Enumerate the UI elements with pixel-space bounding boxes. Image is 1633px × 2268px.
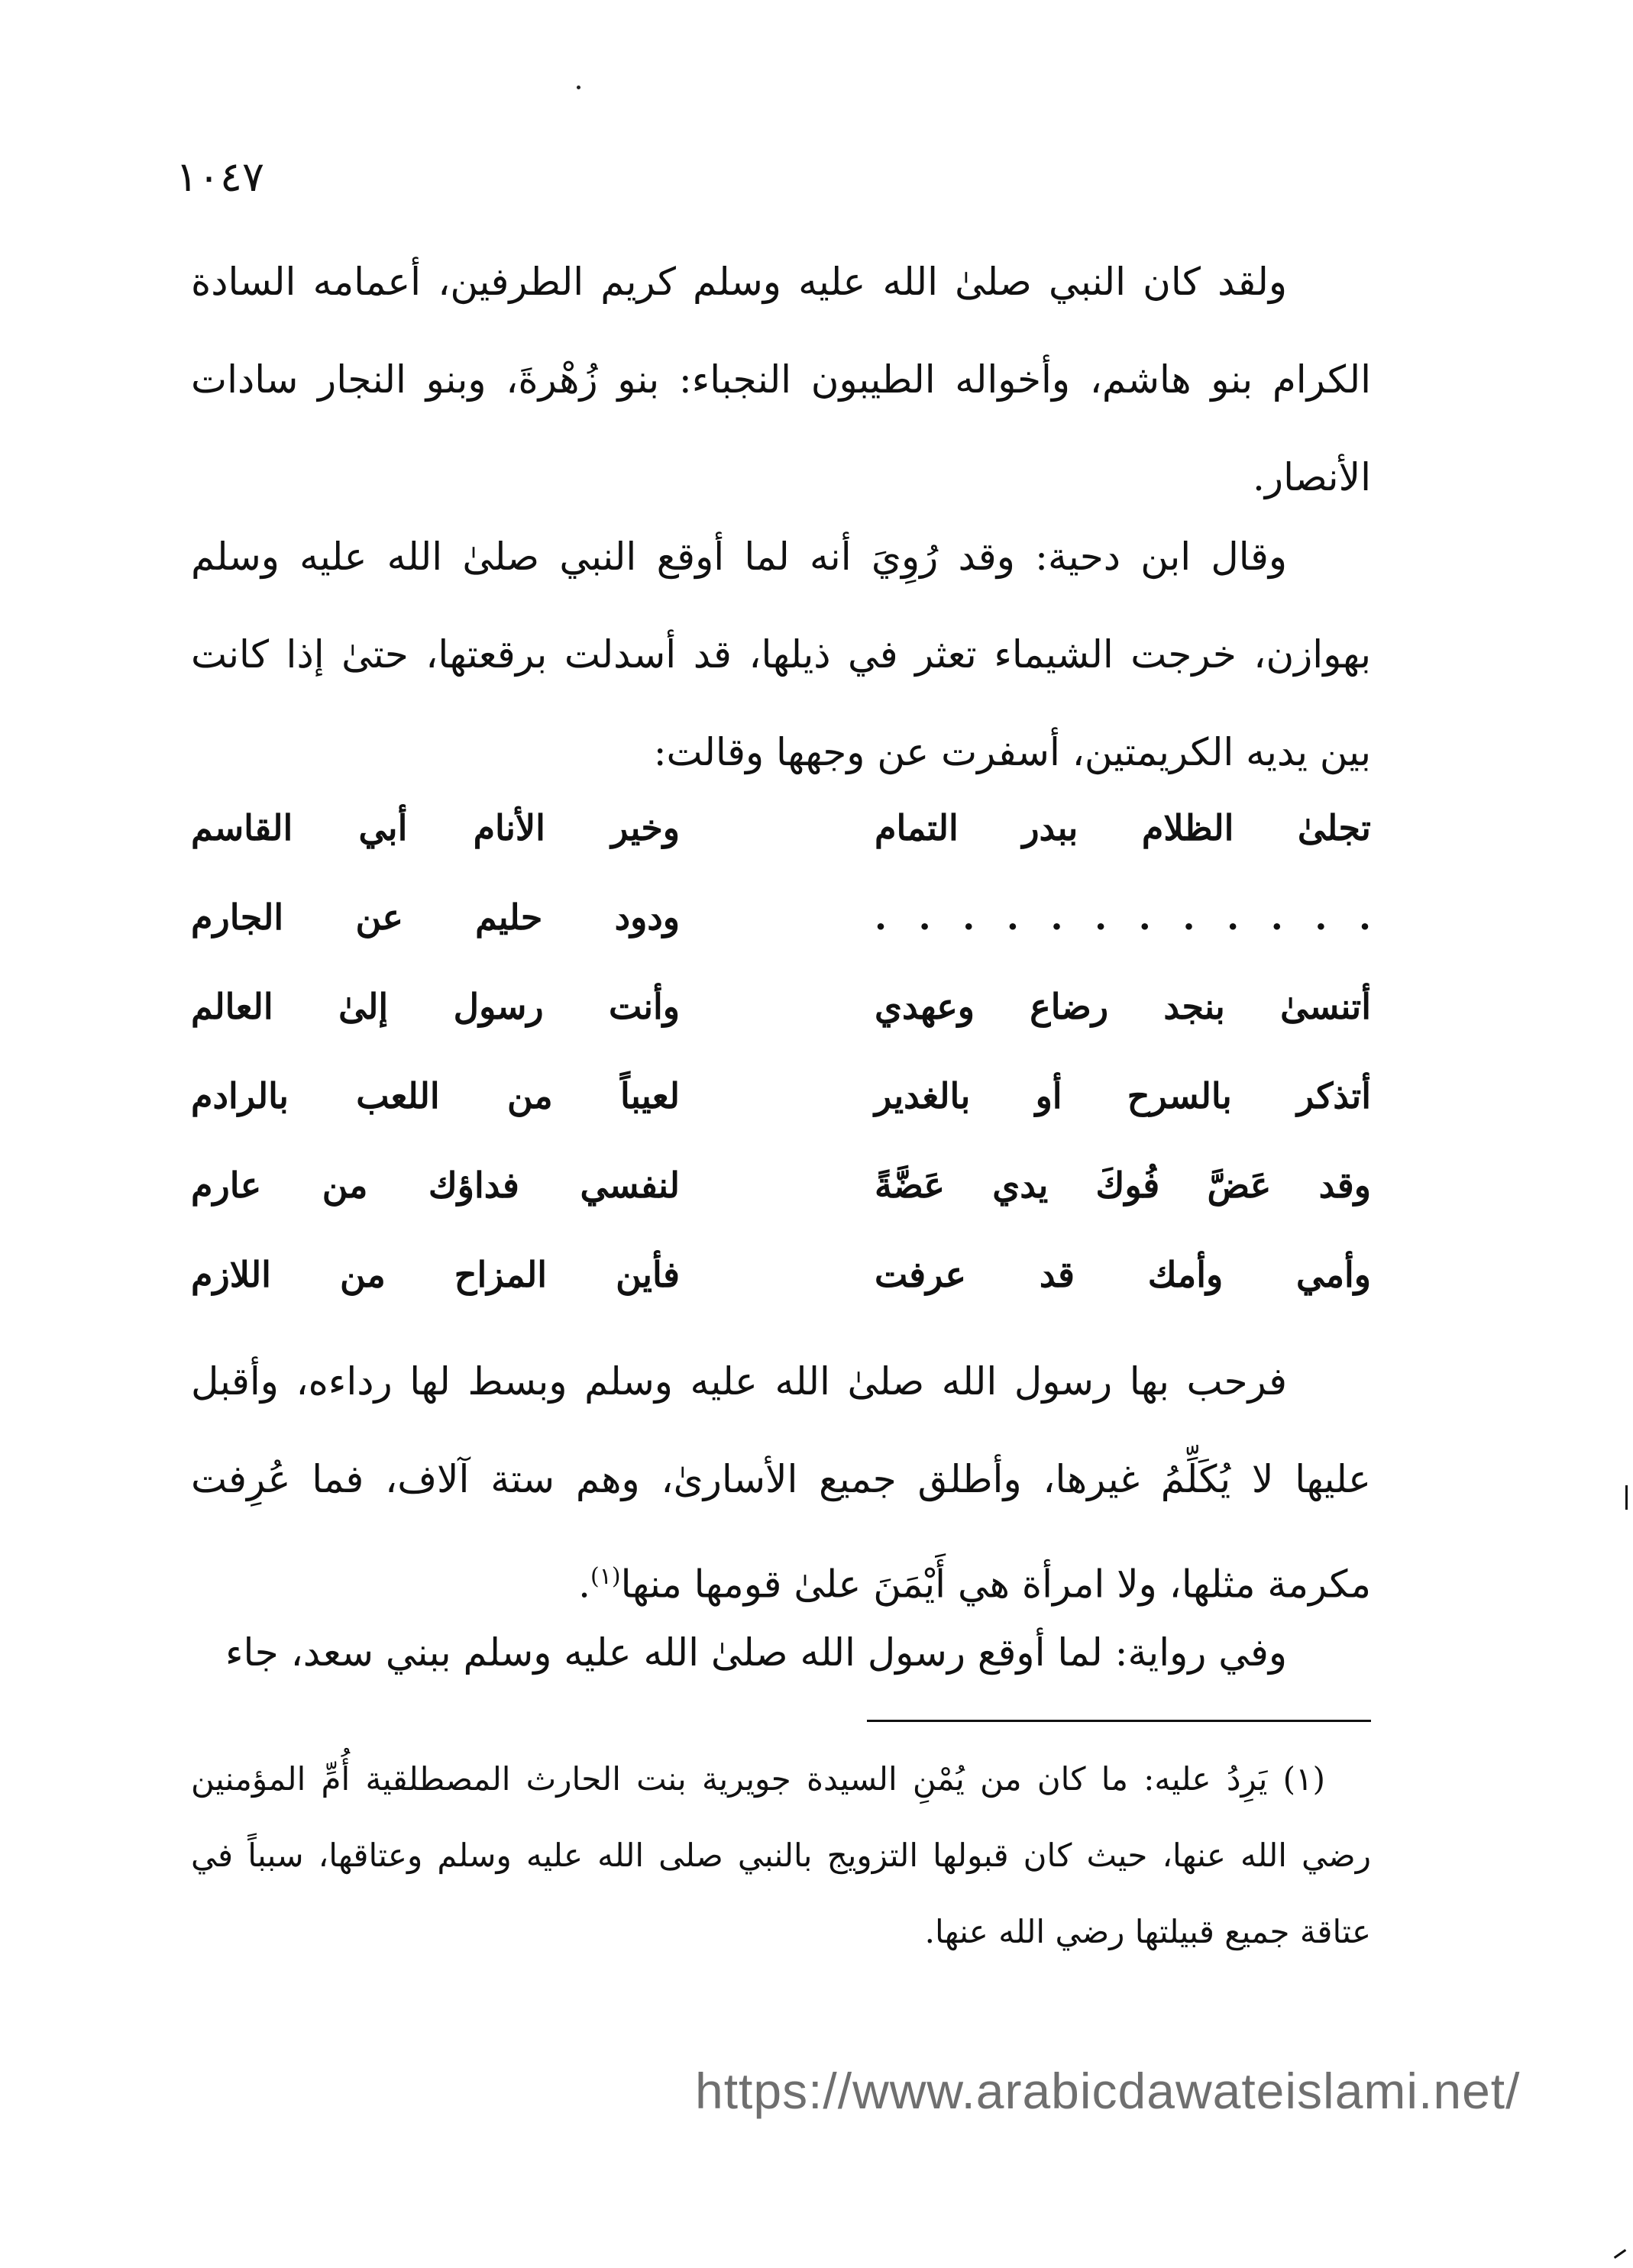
verse-first-half: تجلىٰ الظلام ببدر التمام xyxy=(875,806,1371,848)
paragraph-3 xyxy=(191,1333,1371,1633)
poem-verse xyxy=(191,961,1371,1051)
paragraph-text: وقال ابن دحية: وقد رُوِيَ أنه لما أوقع النبي صلىٰ الله عليه وسلم بهوازن، خرجت الشيماء تعثر في ذيلها، قد أسدلت برقعتها، حتىٰ إذا كانت بين يديه الكريمتين، أسفرت عن وجهها وقالت: xyxy=(191,535,1371,774)
footnote-reference[interactable]: (١) xyxy=(590,1563,621,1590)
page-number: ١٠٤٧ xyxy=(176,153,265,201)
verse-second-half: لنفسي فداؤك من عارم xyxy=(191,1164,680,1206)
poem xyxy=(191,783,1371,1319)
sentence-end: . xyxy=(578,1562,591,1607)
footnotes xyxy=(191,1741,1371,1970)
verse-first-half: . . . . . . . . . . . . xyxy=(875,896,1371,938)
paragraph-2 xyxy=(191,508,1371,801)
scan-speck xyxy=(577,86,580,89)
poem-verse xyxy=(191,1140,1371,1229)
paragraph-1 xyxy=(191,233,1371,526)
verse-first-half: وقد عَضَّ فُوكَ يدي عَضَّةً xyxy=(875,1164,1371,1206)
poem-verse xyxy=(191,1051,1371,1140)
verse-second-half: فأين المزاح من اللازم xyxy=(191,1253,680,1295)
paragraph-text: وفي رواية: لما أوقع رسول الله صلىٰ الله عليه وسلم ببني سعد، جاء xyxy=(225,1630,1287,1675)
verse-second-half: وأنت رسول إلىٰ العالم xyxy=(191,985,680,1027)
poem-verse xyxy=(191,872,1371,961)
verse-second-half: وخير الأنام أبي القاسم xyxy=(191,806,680,848)
verse-second-half: ودود حليم عن الجارم xyxy=(191,896,680,938)
paragraph-4 xyxy=(191,1604,1371,1701)
scan-corner-mark xyxy=(1614,2249,1626,2259)
poem-verse xyxy=(191,1229,1371,1319)
paragraph-text xyxy=(191,1333,1371,1633)
verse-first-half: أتنسىٰ بنجد رضاع وعهدي xyxy=(875,985,1371,1027)
verse-second-half: لعيباً من اللعب بالرادم xyxy=(191,1074,680,1116)
paragraph-text: ولقد كان النبي صلىٰ الله عليه وسلم كريم الطرفين، أعمامه السادة الكرام بنو هاشم، وأخواله الطيبون النجباء: بنو زُهْرةَ، وبنو النجار سادات الأنصار. xyxy=(191,260,1371,499)
verse-first-half: وأمي وأمك قد عرفت xyxy=(875,1253,1371,1295)
poem-verse xyxy=(191,783,1371,872)
scan-margin-mark xyxy=(1625,1485,1628,1510)
website-watermark: https://www.arabicdawateislami.net/ xyxy=(695,2063,1521,2119)
verse-first-half: أتذكر بالسرح أو بالغدير xyxy=(875,1074,1371,1116)
footnote-1: (١) يَرِدُ عليه: ما كان من يُمْنِ السيدة جويرية بنت الحارث المصطلقية أُمِّ المؤمنين رضي الله عنها، حيث كان قبولها التزويج بالنبي صلى الله عليه وسلم وعتاقها، سبباً في عتاقة جميع قبيلتها رضي الله عنها. xyxy=(191,1760,1371,1950)
paragraph-body: فرحب بها رسول الله صلىٰ الله عليه وسلم وبسط لها رداءه، وأقبل عليها لا يُكَلِّمُ غيرها، وأطلق جميع الأسارىٰ، وهم ستة آلاف، فما عُرِفت مكرمة مثلها، ولا امرأة هي أَيْمَنَ علىٰ قومها منها xyxy=(191,1359,1371,1607)
footnote-divider xyxy=(867,1720,1371,1722)
